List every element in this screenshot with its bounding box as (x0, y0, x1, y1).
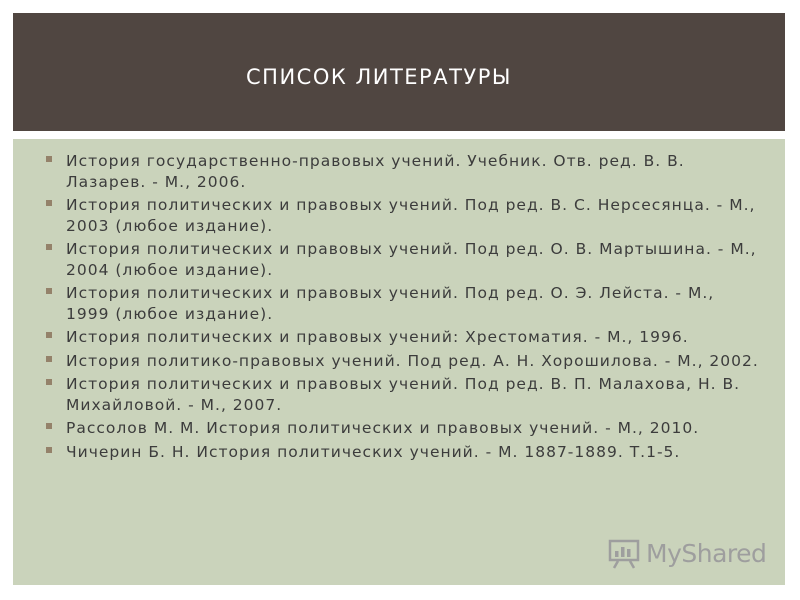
watermark (608, 537, 766, 571)
list-item-text: История политических и правовых учений: Хрестоматия. - М., 1996. (66, 328, 689, 346)
square-bullet-icon (46, 288, 52, 294)
list-item-text: Чичерин Б. Н. История политических учений. - М. 1887-1889. Т.1-5. (66, 442, 681, 461)
list-item (46, 151, 761, 192)
list-item (46, 418, 761, 439)
list-item-text: История государственно-правовых учений. Учебник. Отв. ред. В. В. Лазарев. - М., 2006. (66, 152, 685, 191)
square-bullet-icon (46, 447, 52, 453)
list-item-text: История политических и правовых учений. Под ред. В. С. Нерсесянца. - М., 2003 (любое издание). (66, 196, 756, 235)
square-bullet-icon (46, 356, 52, 362)
square-bullet-icon (46, 423, 52, 429)
square-bullet-icon (46, 200, 52, 206)
list-item (46, 195, 761, 236)
square-bullet-icon (46, 244, 52, 250)
square-bullet-icon (46, 379, 52, 385)
square-bullet-icon (46, 332, 52, 338)
list-item (46, 283, 761, 324)
list-item (46, 442, 761, 463)
watermark-label: MyShared (646, 539, 767, 568)
bibliography-list (46, 151, 761, 465)
list-item (46, 374, 761, 415)
list-item-text: История политических и правовых учений. Под ред. О. В. Мартышина. - М., 2004 (любое издание). (66, 240, 757, 279)
list-item (46, 327, 761, 348)
list-item-text: История политико-правовых учений. Под ред. А. Н. Хорошилова. - М., 2002. (66, 351, 759, 370)
list-item-text: История политических и правовых учений. Под ред. О. Э. Лейста. - М., 1999 (любое издание). (66, 284, 715, 323)
presentation-board-icon (608, 538, 640, 570)
list-item-text: История политических и правовых учений. Под ред. В. П. Малахова, Н. В. Михайловой. - М., 2007. (66, 375, 741, 414)
list-item-text: Рассолов М. М. История политических и правовых учений. - М., 2010. (66, 419, 700, 437)
list-item (46, 239, 761, 280)
slide-title: СПИСОК ЛИТЕРАТУРЫ (246, 65, 512, 89)
square-bullet-icon (46, 156, 52, 162)
list-item (46, 351, 761, 372)
